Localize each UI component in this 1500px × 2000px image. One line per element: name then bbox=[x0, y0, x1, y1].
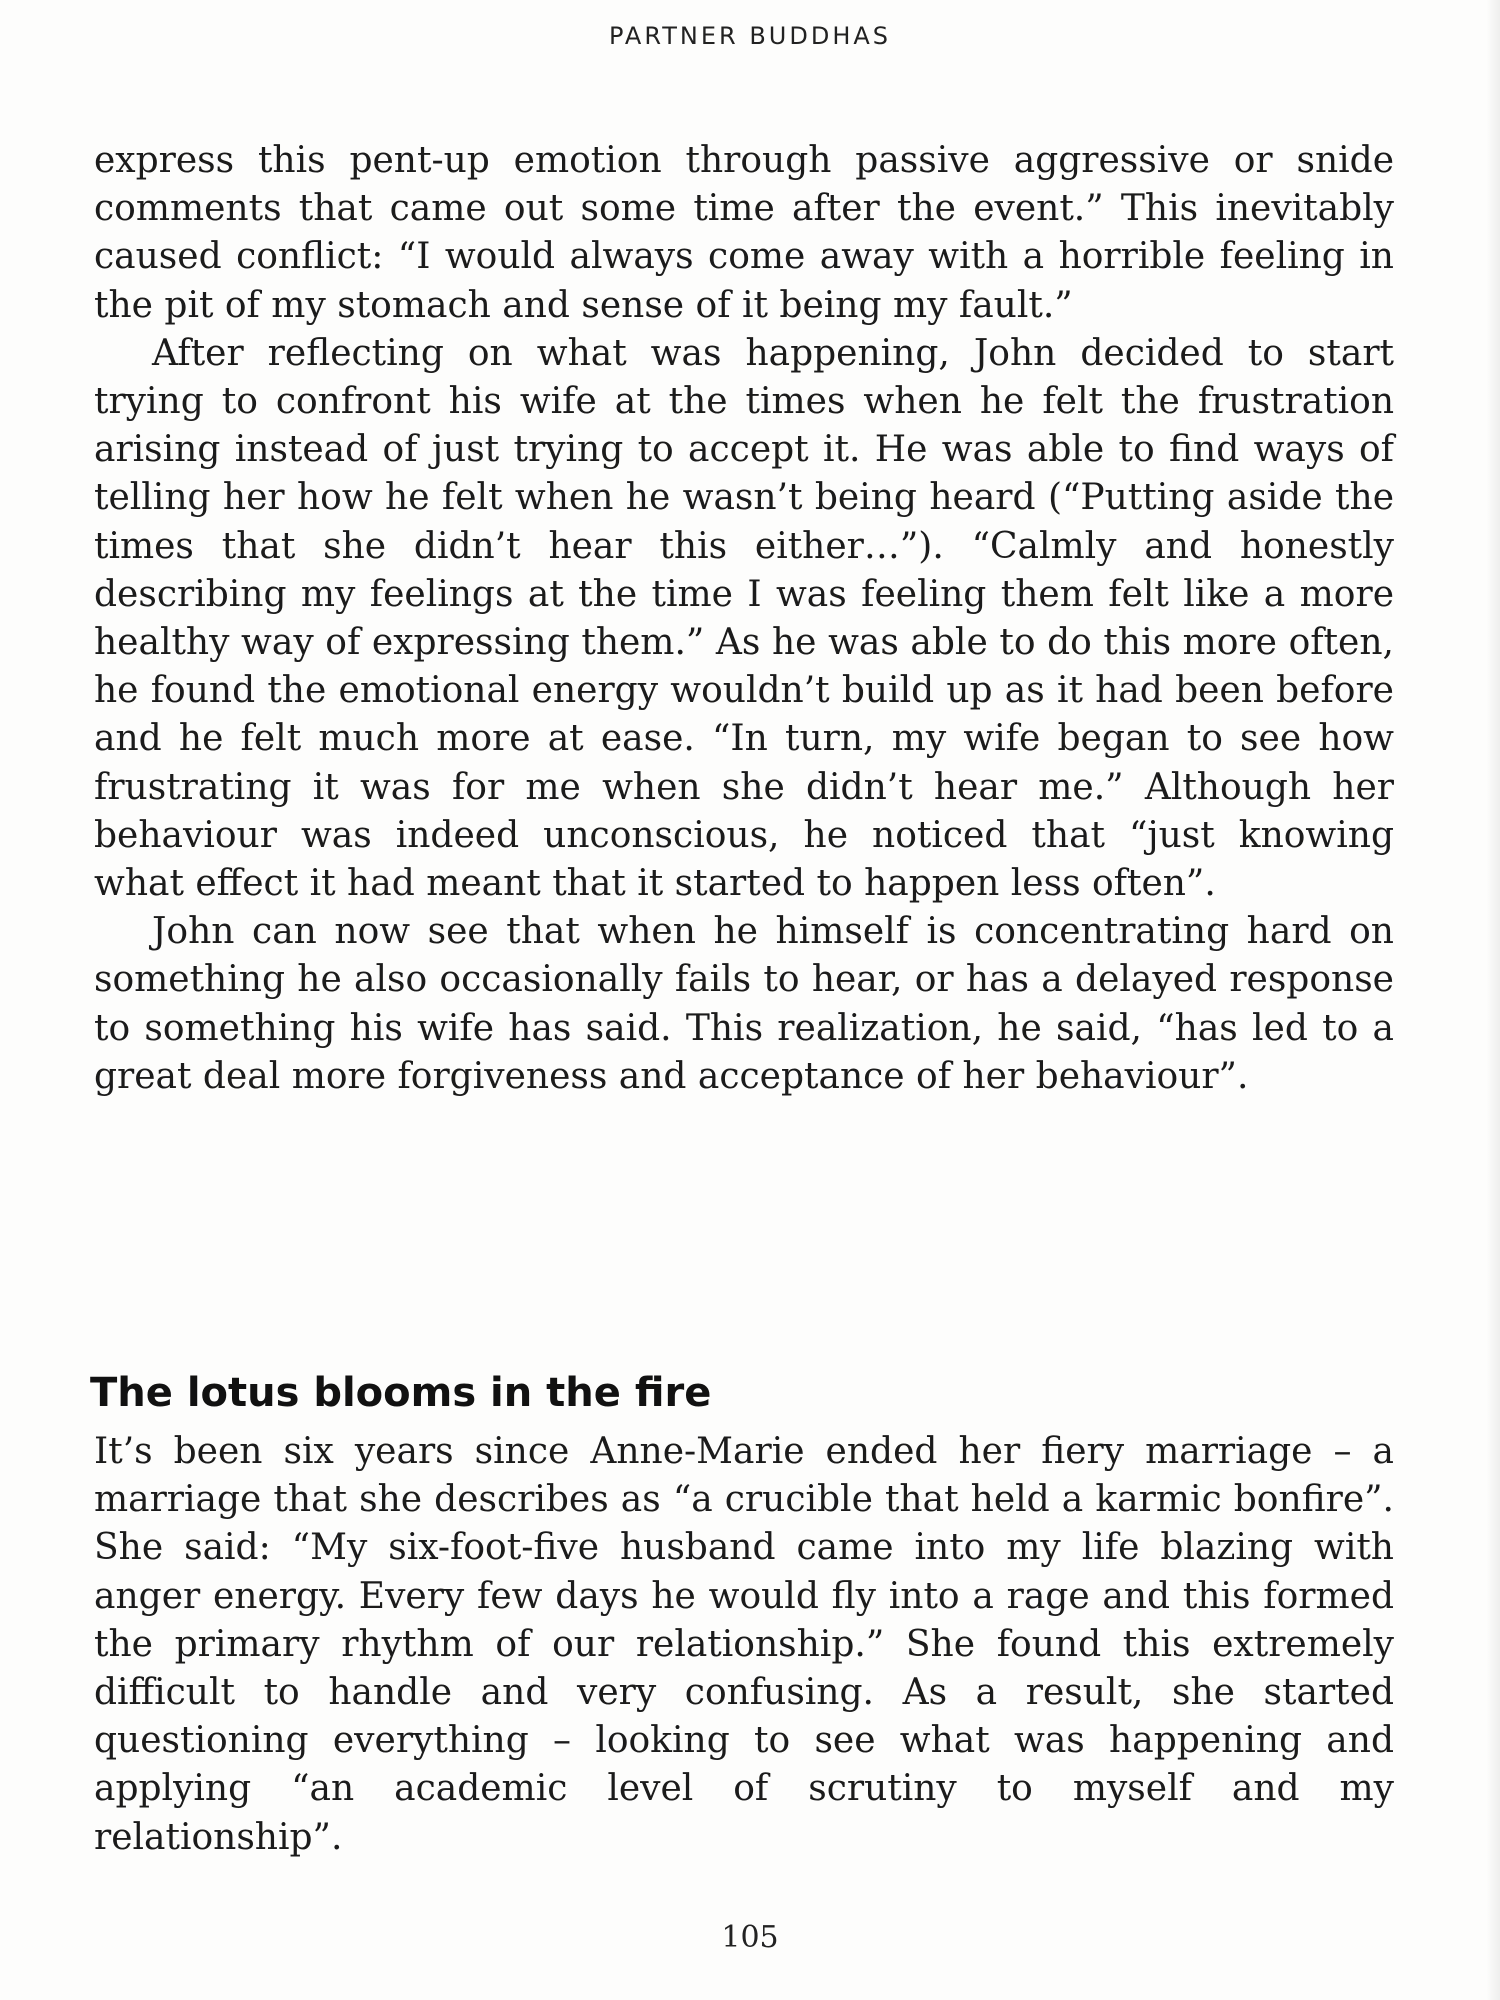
page-edge-shadow bbox=[1486, 0, 1500, 2000]
running-head: PARTNER BUDDHAS bbox=[608, 22, 892, 50]
paragraph: John can now see that when he himself is concentrating hard on something he also occasionally fails to hear, or has a delayed response to something his wife has said. This realization, he said, “has led to a great deal more forgiveness and acceptance of her behaviour”. bbox=[94, 911, 1394, 1097]
body-text-bottom bbox=[94, 1428, 1394, 1862]
page-number: 105 bbox=[721, 1920, 779, 1955]
body-text-top bbox=[94, 137, 1394, 1101]
paragraph: It’s been six years since Anne-Marie ended her fiery marriage – a marriage that she describes as “a crucible that held a karmic bonfire”. She said: “My six-foot-five husband came into my life blazing with anger energy. Every few days he would fly into a rage and this formed the primary rhythm of our relationship.” She found this extremely difficult to handle and very confusing. As a result, she started questioning everything – looking to see what was happening and applying “an academic level of scrutiny to myself and my relationship”. bbox=[94, 1431, 1394, 1858]
paragraph: After reflecting on what was happening, John decided to start trying to confront his wife at the times when he felt the frustration arising instead of just trying to accept it. He was able to find ways of telling her how he felt when he wasn’t being heard (“Putting aside the times that she didn’t hear this either…”). “Calmly and honestly describing my feelings at the time I was feeling them felt like a more healthy way of expressing them.” As he was able to do this more often, he found the emotional energy wouldn’t build up as it had been before and he felt much more at ease. “In turn, my wife began to see how frustrating it was for me when she didn’t hear me.” Although her behaviour was indeed unconscious, he noticed that “just knowing what effect it had meant that it started to happen less often”. bbox=[94, 332, 1394, 905]
paragraph: express this pent-up emotion through passive aggressive or snide comments that came out some time after the event.” This inevitably caused conflict: “I would always come away with a horrible feeling in the pit of my stomach and sense of it being my fault.” bbox=[94, 140, 1394, 326]
section-heading: The lotus blooms in the fire bbox=[90, 1370, 712, 1416]
